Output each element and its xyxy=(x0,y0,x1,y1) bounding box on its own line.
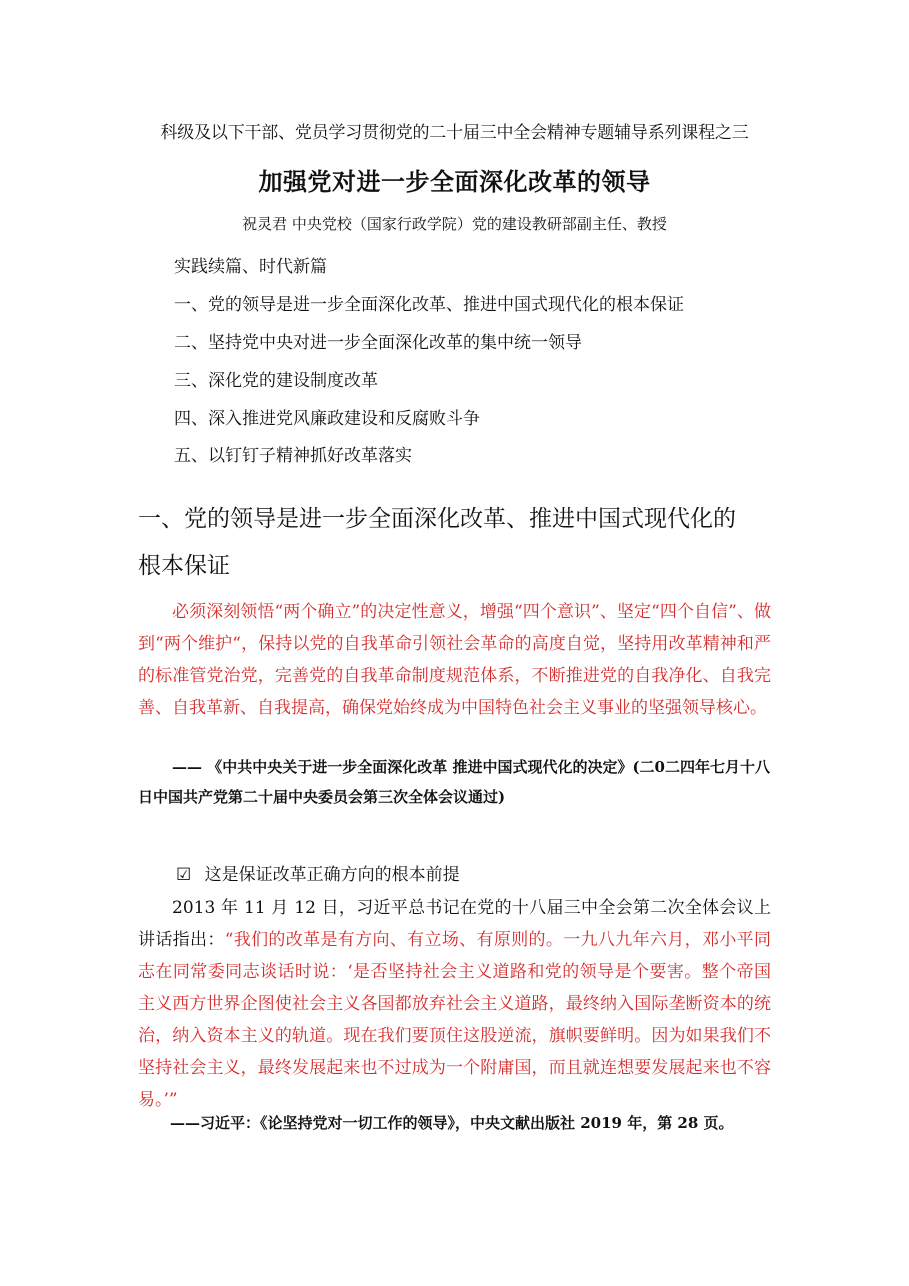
speech-intro: 2013 年 11 月 12 日，习近平总书记在党的十八届三中全会第二次全体会议上讲话指出： xyxy=(138,898,771,950)
speech-quote: “我们的改革是有方向、有立场、有原则的。一九八九年六月，邓小平同志在同常委同志谈话时说：‘是否坚持社会主义道路和党的领导是个要害。整个帝国主义西方世界企图使社会主义各国都放弃社会主义道路，最终纳入国际垄断资本的统治，纳入资本主义的轨道。现在我们要顶住这股逆流，旗帜要鲜明。因为如果我们不坚持社会主义，最终发展起来也不过成为一个附庸国，而且就连想要发展起来也不容易。’” xyxy=(138,930,771,1110)
section-heading-cont: 根本保证 xyxy=(138,553,230,579)
decision-quote: 必须深刻领悟“两个确立”的决定性意义，增强“四个意识”、坚定“四个自信”、做到“两个维护“，保持以党的自我革命引领社会革命的高度自觉，坚持用改革精神和严的标准管党治党，完善党的自我革命制度规范体系，不断推进党的自我净化、自我完善、自我革新、自我提高，确保党始终成为中国特色社会主义事业的坚强领导核心。 xyxy=(138,602,771,718)
toc-item: 实践续篇、时代新篇 xyxy=(174,257,327,277)
toc-item: 五、以钉钉子精神抓好改革落实 xyxy=(174,446,412,466)
toc-item: 一、党的领导是进一步全面深化改革、推进中国式现代化的根本保证 xyxy=(174,295,684,315)
key-point-text: 这是保证改革正确方向的根本前提 xyxy=(204,865,460,885)
speech-source: ——习近平：《论坚持党对一切工作的领导》，中央文献出版社 2019 年，第 28 页。 xyxy=(170,1114,734,1132)
speech-paragraph xyxy=(138,892,771,1116)
main-title: 加强党对进一步全面深化改革的领导 xyxy=(258,168,651,196)
checkbox-icon: ☑ xyxy=(176,865,192,885)
author-line: 祝灵君 中央党校（国家行政学院）党的建设教研部副主任、教授 xyxy=(242,215,667,233)
toc-item: 二、坚持党中央对进一步全面深化改革的集中统一领导 xyxy=(174,333,582,353)
toc-item: 四、深入推进党风廉政建设和反腐败斗争 xyxy=(174,409,480,429)
section-heading: 一、党的领导是进一步全面深化改革、推进中国式现代化的 xyxy=(138,506,736,532)
decision-quote-source: —— 《中共中央关于进一步全面深化改革 推进中国式现代化的决定》(二0二四年七月十八日中国共产党第二十届中央委员会第三次全体会议通过) xyxy=(138,758,770,806)
key-point xyxy=(176,860,460,885)
toc-item: 三、深化党的建设制度改革 xyxy=(174,371,378,391)
series-title: 科级及以下干部、党员学习贯彻党的二十届三中全会精神专题辅导系列课程之三 xyxy=(160,123,749,143)
